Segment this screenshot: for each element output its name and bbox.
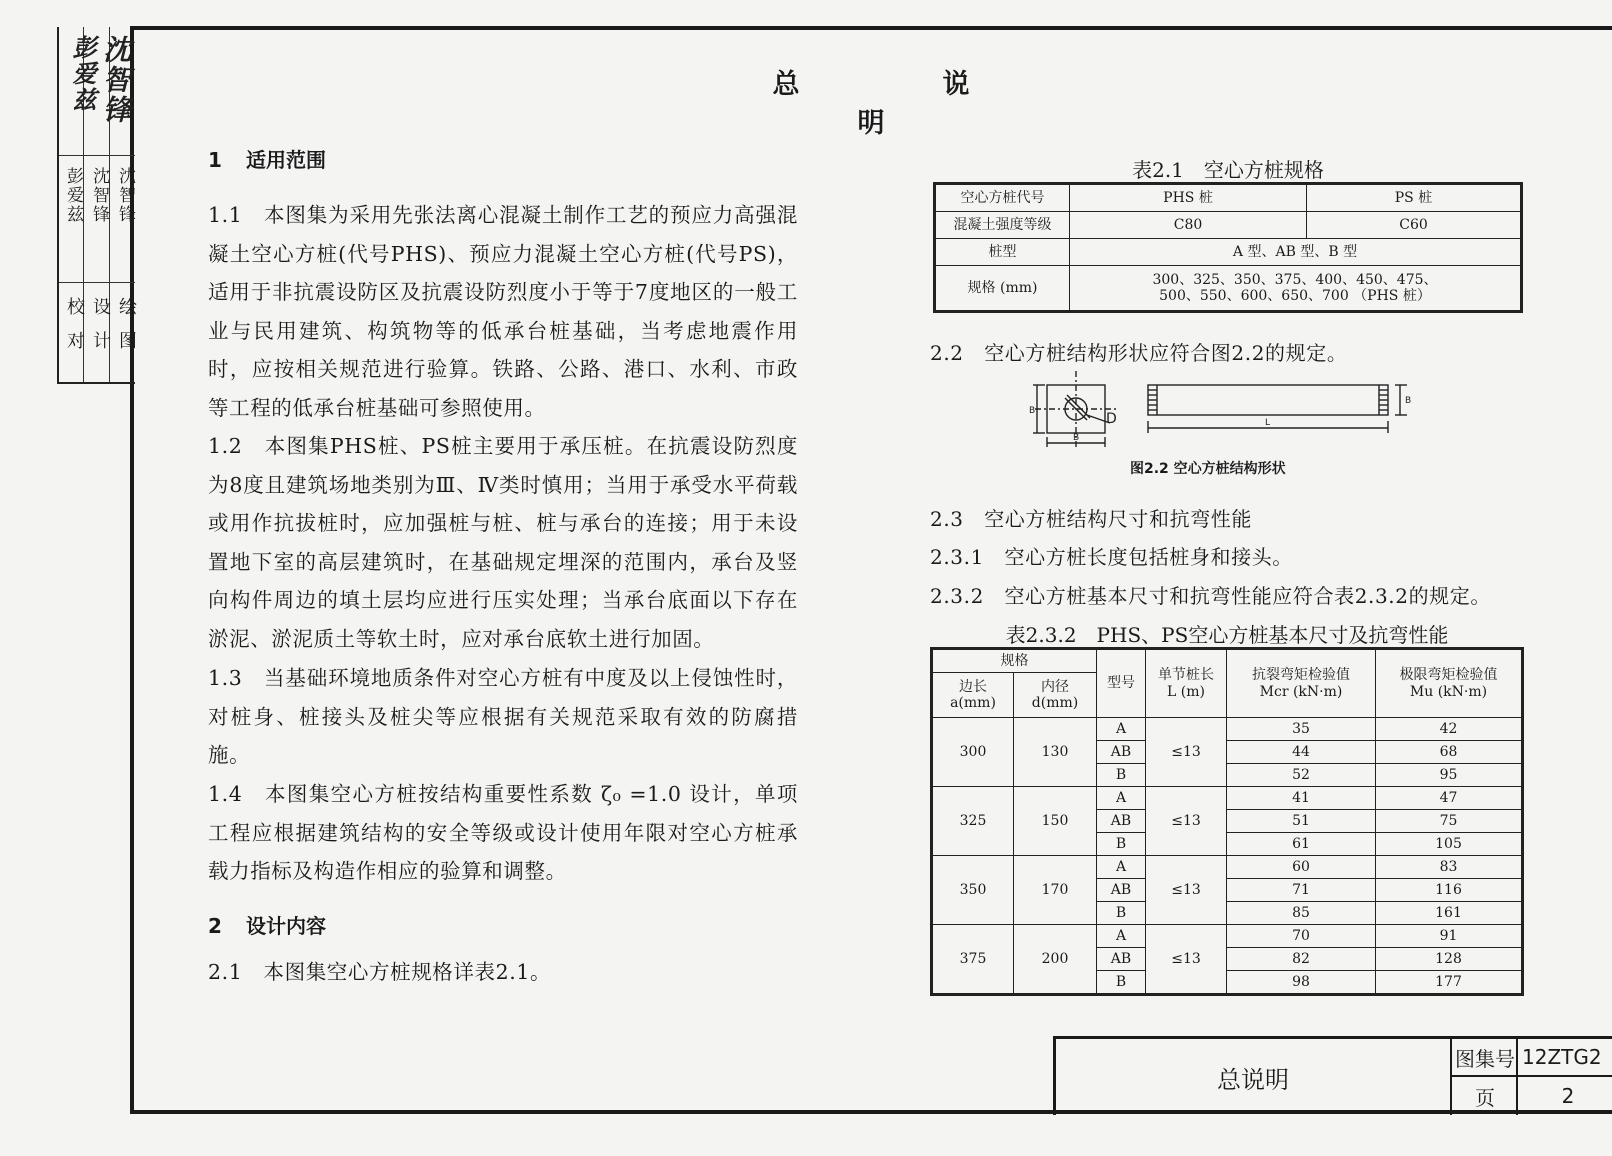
table-row — [932, 856, 1523, 879]
table-cell: 60 — [1227, 856, 1376, 879]
dim-label-d: D — [1106, 411, 1117, 427]
pile-body-outline — [1148, 385, 1388, 415]
table-cell: 325 — [932, 787, 1014, 856]
header-limit-unit: Mu (kN·m) — [1409, 683, 1488, 700]
table-cell: 空心方桩代号 — [935, 184, 1070, 212]
table-cell: A — [1097, 925, 1146, 948]
table-cell: ≤13 — [1146, 718, 1227, 787]
table-cell: 42 — [1376, 718, 1523, 741]
dim-label-l: L — [1265, 418, 1271, 428]
header-crack-label: 抗裂弯矩检验值 — [1252, 667, 1350, 684]
table-cell: ≤13 — [1146, 787, 1227, 856]
table-cell: 桩型 — [935, 239, 1070, 266]
table-cell: 130 — [1014, 718, 1097, 787]
table-cell: 52 — [1227, 764, 1376, 787]
table-cell: 68 — [1376, 741, 1523, 764]
page-label: 页 — [1450, 1077, 1518, 1115]
table-cell: A — [1097, 718, 1146, 741]
table-2-1-caption: 表2.1 空心方桩规格 — [1132, 158, 1324, 182]
table-cell: 51 — [1227, 810, 1376, 833]
table-cell: AB — [1097, 810, 1146, 833]
header-type: 型号 — [1097, 649, 1146, 718]
role-checker: 校对 — [64, 297, 85, 365]
table-cell: 71 — [1227, 879, 1376, 902]
handwritten-signature-1: 彭爱兹 — [68, 35, 97, 113]
paragraph-1-4: 1.4 本图集空心方桩按结构重要性系数 ζ₀ =1.0 设计，单项工程应根据建筑结构的安全等级或设计使用年限对空心方桩承载力指标及构造作相应的验算和调整。 — [208, 782, 798, 884]
table-cell: AB — [1097, 948, 1146, 971]
name-designer: 沈智锋 — [89, 167, 109, 224]
table-cell: 98 — [1227, 971, 1376, 995]
table-cell: AB — [1097, 741, 1146, 764]
section-1-number: 1 — [208, 148, 222, 172]
table-cell: 41 — [1227, 787, 1376, 810]
table-row — [932, 925, 1523, 948]
table-cell: B — [1097, 902, 1146, 925]
paragraph-2-1: 2.1 本图集空心方桩规格详表2.1。 — [208, 960, 552, 984]
text-2-3-1: 2.3.1 空心方桩长度包括桩身和接头。 — [930, 545, 1293, 569]
handwritten-signature-2: 沈智锋 — [99, 35, 132, 125]
table-cell: 61 — [1227, 833, 1376, 856]
atlas-number-label: 图集号 — [1450, 1039, 1518, 1077]
table-cell: 35 — [1227, 718, 1376, 741]
text-2-2: 2.2 空心方桩结构形状应符合图2.2的规定。 — [930, 341, 1348, 365]
text-2-3-2: 2.3.2 空心方桩基本尺寸和抗弯性能应符合表2.3.2的规定。 — [930, 584, 1491, 608]
table-row — [935, 239, 1522, 266]
name-checker: 彭爱兹 — [63, 167, 83, 224]
table-cell: 170 — [1014, 856, 1097, 925]
table-row — [935, 266, 1522, 312]
role-drafter: 绘图 — [116, 297, 137, 365]
table-cell: C80 — [1070, 212, 1307, 239]
table-cell: A — [1097, 787, 1146, 810]
name-drafter: 沈智锋 — [115, 167, 135, 224]
table-cell: 150 — [1014, 787, 1097, 856]
header-crack-moment — [1227, 649, 1376, 718]
paragraph-1-2: 1.2 本图集PHS桩、PS桩主要用于承压桩。在抗震设防烈度为8度且建筑场地类别为Ⅲ、Ⅳ类时慎用；当用于承受水平荷载或用作抗拔桩时，应加强桩与桩、桩与承台的连接；用于未设置地下室的高层建筑时，在基础规定埋深的范围内，承台及竖向构件周边的填土层均应进行压实处理；当承台底面以下存在淤泥、淤泥质土等软土时，应对承台底软土进行加固。 — [208, 434, 798, 651]
paragraph-1-1: 1.1 本图集为采用先张法离心混凝土制作工艺的预应力高强混凝土空心方桩(代号PHS)、预应力混凝土空心方桩(代号PS)，适用于非抗震设防区及抗震设防烈度小于等于7度地区的一般工业与民用建筑、构筑物等的低承台桩基础，当考虑地震作用时，应按相关规范进行验算。铁路、公路、港口、水利、市政等工程的低承台桩基础可参照使用。 — [208, 203, 798, 420]
dim-label-b-right: B — [1405, 396, 1412, 406]
signature-strip — [57, 27, 135, 384]
table-cell: PS 桩 — [1307, 184, 1522, 212]
header-inner-label: 内径 — [1041, 678, 1069, 695]
header-inner — [1014, 673, 1097, 718]
table-cell — [1070, 266, 1522, 312]
table-cell: 70 — [1227, 925, 1376, 948]
header-inner-unit: d(mm) — [1031, 695, 1079, 711]
table-cell: A 型、AB 型、B 型 — [1070, 239, 1522, 266]
table-cell: 75 — [1376, 810, 1523, 833]
header-length — [1146, 649, 1227, 718]
text-2-3: 2.3 空心方桩结构尺寸和抗弯性能 — [930, 507, 1253, 531]
table-cell: 混凝土强度等级 — [935, 212, 1070, 239]
table-cell: 85 — [1227, 902, 1376, 925]
table-cell: 105 — [1376, 833, 1523, 856]
table-cell: AB — [1097, 879, 1146, 902]
table-cell: C60 — [1307, 212, 1522, 239]
table-cell: 116 — [1376, 879, 1523, 902]
table-cell: 47 — [1376, 787, 1523, 810]
table-cell: ≤13 — [1146, 856, 1227, 925]
section-2-title — [208, 910, 798, 939]
table-row — [932, 787, 1523, 810]
table-cell: B — [1097, 971, 1146, 995]
table-cell: 规格 (mm) — [935, 266, 1070, 312]
header-crack-unit: Mcr (kN·m) — [1259, 683, 1343, 700]
table-cell: B — [1097, 764, 1146, 787]
table-cell: 95 — [1376, 764, 1523, 787]
title-block — [1053, 1036, 1612, 1115]
table-cell: 300 — [932, 718, 1014, 787]
header-side-unit: a(mm) — [950, 695, 996, 711]
header-spec: 规格 — [932, 649, 1097, 673]
table-row — [935, 212, 1522, 239]
table-cell: A — [1097, 856, 1146, 879]
section-1-title — [208, 144, 798, 173]
page-title: 总 说 明 — [772, 69, 1113, 139]
role-designer: 设计 — [90, 297, 111, 365]
table-cell: 44 — [1227, 741, 1376, 764]
header-side-label: 边长 — [959, 678, 987, 695]
table-cell: 128 — [1376, 948, 1523, 971]
table-cell: 83 — [1376, 856, 1523, 879]
table-cell: 177 — [1376, 971, 1523, 995]
table-cell: 350 — [932, 856, 1014, 925]
table-row — [932, 718, 1523, 741]
table-cell: PHS 桩 — [1070, 184, 1307, 212]
table-cell: B — [1097, 833, 1146, 856]
table-cell: 91 — [1376, 925, 1523, 948]
table-cell: ≤13 — [1146, 925, 1227, 995]
paragraph-1-3: 1.3 当基础环境地质条件对空心方桩有中度及以上侵蚀性时，对桩身、桩接头及桩尖等应根据有关规范采取有效的防腐措施。 — [208, 666, 798, 768]
table-cell: 200 — [1014, 925, 1097, 995]
header-side — [932, 673, 1014, 718]
title-block-name: 总说明 — [1217, 1065, 1289, 1094]
header-length-unit: L (m) — [1167, 683, 1205, 700]
spec-line-1: 300、325、350、375、400、450、475、 — [1152, 271, 1438, 288]
table-row — [935, 184, 1522, 212]
table-2-3-2-caption: 表2.3.2 PHS、PS空心方桩基本尺寸及抗弯性能 — [1005, 623, 1449, 647]
header-limit-label: 极限弯矩检验值 — [1399, 667, 1498, 684]
table-cell: 375 — [932, 925, 1014, 995]
section-1-label: 适用范围 — [246, 148, 326, 172]
dim-label-b-left: B — [1029, 406, 1036, 416]
dim-label-b-bottom: B — [1073, 433, 1080, 443]
page-number: 2 — [1516, 1077, 1612, 1115]
frame-top-border — [133, 26, 1612, 30]
spec-line-2: 500、550、600、650、700 （PHS 桩） — [1159, 288, 1431, 304]
table-cell: 161 — [1376, 902, 1523, 925]
section-2-number: 2 — [208, 914, 222, 938]
header-length-label: 单节桩长 — [1158, 667, 1214, 684]
table-2-3-2 — [930, 647, 1524, 996]
header-limit-moment — [1376, 649, 1523, 718]
figure-2-2-caption: 图2.2 空心方桩结构形状 — [1130, 461, 1286, 477]
atlas-number: 12ZTG2 — [1516, 1039, 1612, 1077]
table-cell: 82 — [1227, 948, 1376, 971]
table-2-1 — [933, 182, 1523, 313]
section-2-label: 设计内容 — [246, 914, 326, 938]
table-header-row — [932, 649, 1523, 673]
